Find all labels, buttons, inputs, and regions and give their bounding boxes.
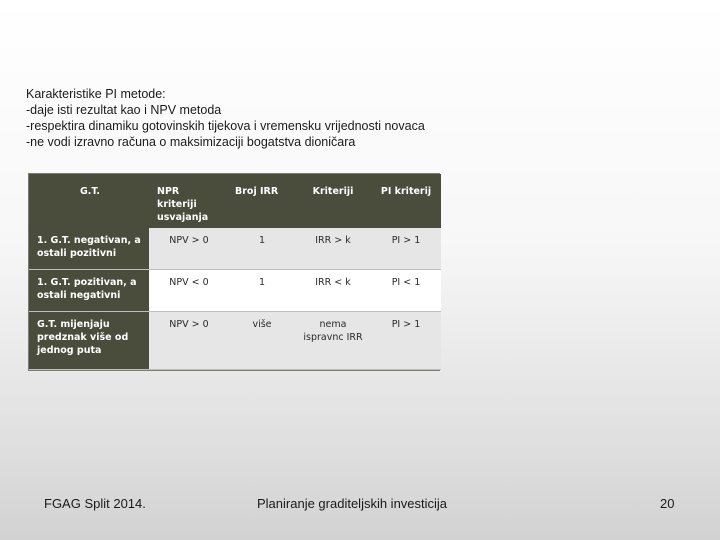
- table-row: [29, 270, 441, 312]
- table-cell: NPV > 0: [149, 312, 227, 370]
- table-row: [29, 312, 441, 370]
- comparison-table: [28, 173, 440, 371]
- table-cell: 1: [227, 270, 295, 312]
- row-label: G.T. mijenjaju predznak više od jednog puta: [29, 312, 149, 370]
- table-cell: PI > 1: [369, 228, 441, 270]
- page-number: 20: [660, 496, 675, 511]
- header-broj-irr: Broj IRR: [227, 174, 295, 228]
- table-cell: NPV > 0: [149, 228, 227, 270]
- table-cell: PI > 1: [369, 312, 441, 370]
- header-npr: NPR kriteriji usvajanja: [149, 174, 227, 228]
- table-cell: više: [227, 312, 295, 370]
- table-cell: IRR > k: [295, 228, 369, 270]
- footer-left: FGAG Split 2014.: [44, 496, 146, 511]
- table-row: [29, 228, 441, 270]
- row-label: 1. G.T. pozitivan, a ostali negativni: [29, 270, 149, 312]
- intro-point: -ne vodi izravno računa o maksimizaciji bogatstva dioničara: [26, 135, 356, 149]
- table-header-row: [29, 174, 441, 228]
- footer-center: Planiranje graditeljskih investicija: [257, 496, 448, 511]
- header-kriteriji: Kriteriji: [295, 174, 369, 228]
- table-cell: 1: [227, 228, 295, 270]
- row-label: 1. G.T. negativan, a ostali pozitivni: [29, 228, 149, 270]
- table-cell: nema ispravnc IRR: [295, 312, 369, 370]
- header-pi-kriterij: PI kriterij: [369, 174, 441, 228]
- table-cell: PI < 1: [369, 270, 441, 312]
- table-cell: NPV < 0: [149, 270, 227, 312]
- intro-point: -daje isti rezultat kao i NPV metoda: [26, 103, 222, 117]
- intro-point: -respektira dinamiku gotovinskih tijekova i vremensku vrijednosti novaca: [26, 119, 425, 133]
- slide-body-text: [26, 86, 706, 150]
- table-cell: IRR < k: [295, 270, 369, 312]
- header-gt: G.T.: [29, 174, 149, 228]
- intro-title: Karakteristike PI metode:: [26, 87, 166, 101]
